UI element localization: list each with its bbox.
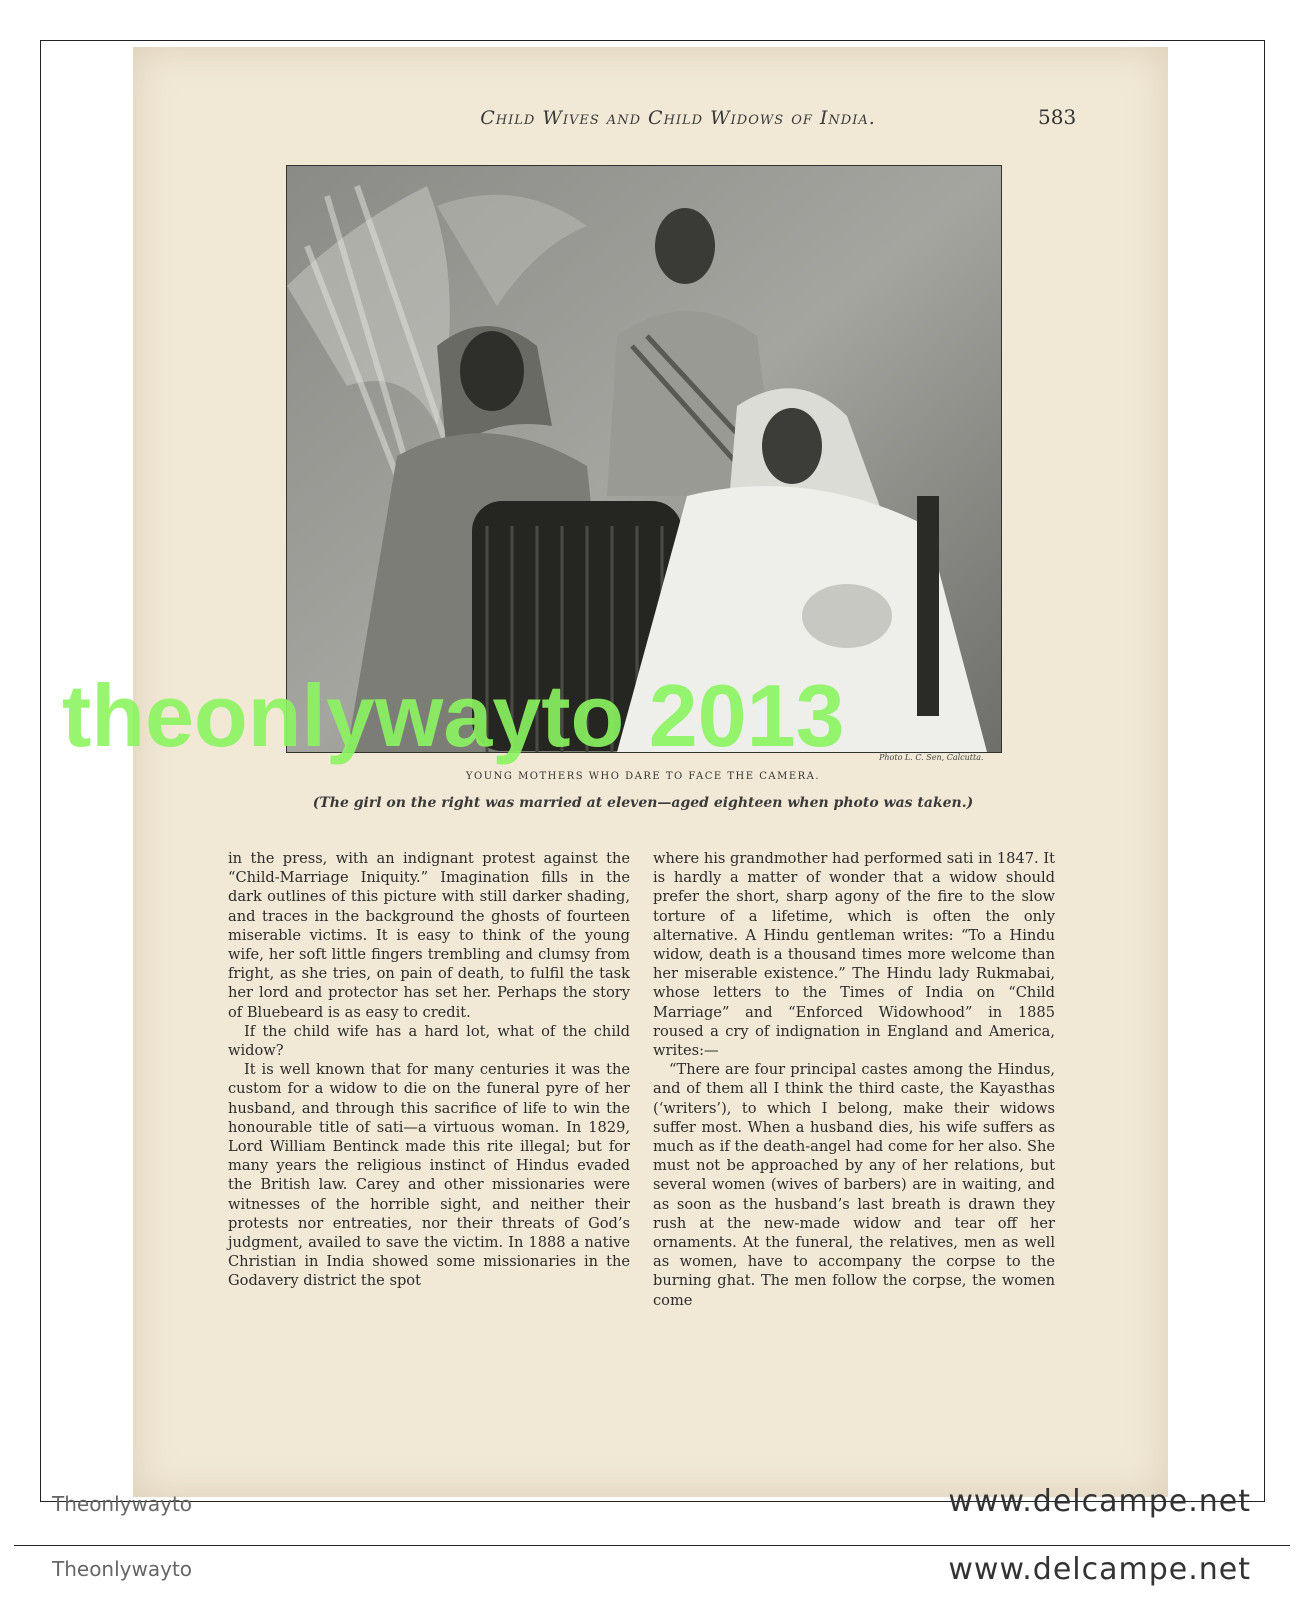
article-left-column: [228, 849, 630, 1291]
seller-name: Theonlywayto: [52, 1557, 193, 1581]
paragraph: “There are four principal castes among the Hindus, and of them all I think the third caste, the Kayasthas (‘writers’), to which I belong, make their widows suffer most. When a husband dies, his wife suffers as much as if the death-angel had come for her also. She must not be approached by any of her relations, but several women (wives of barbers) are in waiting, and as soon as the husband’s last breath is drawn they rush at the new-made widow and tear off her ornaments. At the funeral, the relatives, men as well as women, have to accompany the corpse to the burning ghat. The men follow the corpse, the women come: [653, 1061, 1055, 1309]
magazine-page: [133, 47, 1168, 1497]
paragraph: If the child wife has a hard lot, what of the child widow?: [228, 1022, 630, 1060]
article-right-column: [653, 849, 1055, 1310]
seller-name: Theonlywayto: [52, 1492, 193, 1516]
caption-subtitle: (The girl on the right was married at eleven—aged eighteen when photo was taken.): [312, 795, 974, 811]
page-number: 583: [1038, 105, 1077, 129]
paragraph: in the press, with an indignant protest against the “Child-Marriage Iniquity.” Imagination fills in the dark outlines of this picture with still darker shading, and traces in the background the ghosts of fourteen miserable victims. It is easy to think of the young wife, her soft little fingers trembling and clumsy from fright, as she tries, on pain of death, to fulfil the task her lord and protector has set her. Perhaps the story of Bluebeard is as easy to credit.: [228, 850, 630, 1021]
seller-watermark: theonlywayto 2013: [62, 666, 845, 765]
running-head: Child Wives and Child Widows of India.: [480, 107, 876, 129]
site-link[interactable]: www.delcampe.net: [948, 1484, 1251, 1519]
paragraph: where his grandmother had performed sati in 1847. It is hardly a matter of wonder that a widow should prefer the short, sharp agony of the fire to the slow torture of a lifetime, which is often the only alternative. A Hindu gentleman writes: “To a Hindu widow, death is a thousand times more welcome than her miserable existence.” The Hindu lady Rukmabai, whose letters to the Times of India on “Child Marriage” and “Enforced Widowhood” in 1885 roused a cry of indignation in England and America, writes:—: [653, 850, 1055, 1060]
caption-title: YOUNG MOTHERS WHO DARE TO FACE THE CAMERA.: [465, 771, 821, 782]
photo-credit: Photo L. C. Sen, Calcutta.: [879, 753, 984, 762]
scan-divider-line: [14, 1545, 1290, 1546]
paragraph: It is well known that for many centuries it was the custom for a widow to die on the funeral pyre of her husband, and through this sacrifice of life to win the honourable title of sati—a virtuous woman. In 1829, Lord William Bentinck made this rite illegal; but for many years the religious instinct of Hindus evaded the British law. Carey and other missionaries were witnesses of the horrible sight, and neither their protests nor entreaties, nor their threats of God’s judgment, availed to save the victim. In 1888 a native Christian in India showed some missionaries in the Godavery district the spot: [228, 1061, 630, 1290]
site-link[interactable]: www.delcampe.net: [948, 1552, 1251, 1587]
